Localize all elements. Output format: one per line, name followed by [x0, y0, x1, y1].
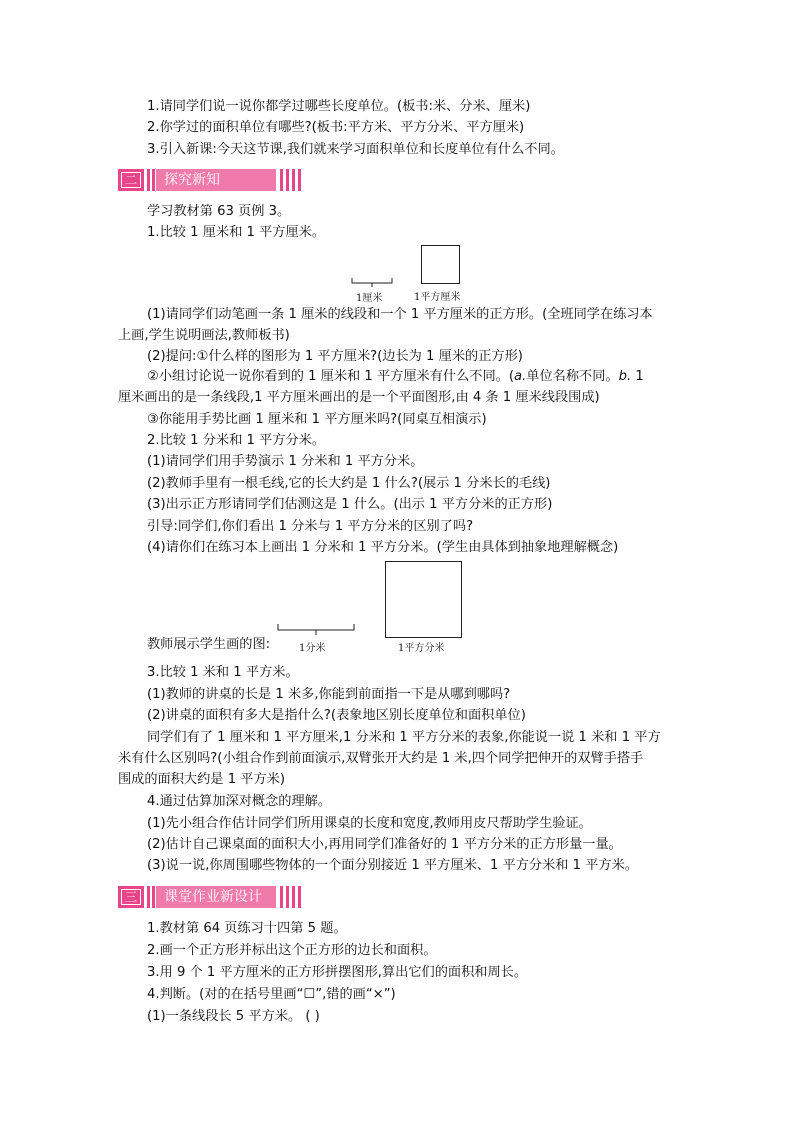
segment-label: 1分米 [299, 643, 326, 654]
text-line: 2.画一个正方形并标出这个正方形的边长和面积。 [147, 943, 437, 958]
text-line: (1)先小组合作估计同学们所用课桌的长度和宽度,教师用皮尺帮助学生验证。 [147, 816, 592, 831]
text-line: 学习教材第 63 页例 3。 [147, 204, 291, 219]
text-line: ②小组讨论说一说你看到的 1 厘米和 1 平方厘米有什么不同。(a.单位名称不同。b. 1 [147, 369, 644, 384]
text-line: 1.比较 1 厘米和 1 平方厘米。 [147, 225, 326, 240]
text-line: 3.用 9 个 1 平方厘米的正方形拼摆图形,算出它们的面积和周长。 [147, 965, 528, 980]
segment-brace [276, 622, 356, 638]
text-line: (2)讲桌的面积有多大是指什么?(表象地区别长度单位和面积单位) [147, 708, 526, 723]
square-label: 1平方厘米 [414, 292, 461, 303]
figure-caption: 教师展示学生画的图: [147, 637, 271, 652]
square-label: 1平方分米 [398, 643, 445, 654]
text-line: 1.教材第 64 页练习十四第 5 题。 [147, 921, 347, 936]
square-1cm2 [421, 245, 460, 284]
intro-line-1: 1.请同学们说一说你都学过哪些长度单位。(板书:米、分米、厘米) [147, 99, 531, 114]
text-line: 厘米画出的是一条线段,1 平方厘米画出的是一个平面图形,由 4 条 1 厘米线段围成) [118, 390, 600, 405]
text-line: 上画,学生说明画法,教师板书) [118, 328, 290, 343]
text-line: (2)教师手里有一根毛线,它的长大约是 1 什么?(展示 1 分米长的毛线) [147, 476, 551, 491]
segment-brace [350, 276, 394, 290]
text-line: 2.比较 1 分米和 1 平方分米。 [147, 433, 326, 448]
text-line: ③你能用手势比画 1 厘米和 1 平方厘米吗?(同桌互相演示) [147, 412, 487, 427]
text-line: 引导:同学们,你们看出 1 分米与 1 平方分米的区别了吗? [147, 519, 474, 534]
intro-line-3: 3.引入新课:今天这节课,我们就来学习面积单位和长度单位有什么不同。 [147, 142, 564, 157]
text-line: (4)请你们在练习本上画出 1 分米和 1 平方分米。(学生由具体到抽象地理解概念) [147, 540, 619, 555]
text-line: (1)请同学们用手势演示 1 分米和 1 平方分米。 [147, 454, 424, 469]
text-line: 同学们有了 1 厘米和 1 平方厘米,1 分米和 1 平方分米的表象,你能说一说 1 米和 1 平方 [147, 730, 661, 745]
section-number-badge: 三 [118, 886, 144, 908]
text-line: (3)说一说,你周围哪些物体的一个面分别接近 1 平方厘米、1 平方分米和 1 平方米。 [147, 858, 638, 873]
segment-label: 1厘米 [356, 293, 383, 304]
intro-line-2: 2.你学过的面积单位有哪些?(板书:平方米、平方分米、平方厘米) [147, 120, 525, 135]
section-3-banner [118, 886, 302, 908]
text-line: 4.判断。(对的在括号里画“☐”,错的画“×”) [147, 987, 396, 1002]
text-line: 3.比较 1 米和 1 平方米。 [147, 665, 299, 680]
section-title: 课堂作业新设计 [156, 886, 276, 908]
square-1dm2 [385, 561, 462, 638]
text-line: (2)提问:①什么样的图形为 1 平方厘米?(边长为 1 厘米的正方形) [147, 349, 523, 364]
text-line: (1)教师的讲桌的长是 1 米多,你能到前面指一下是从哪到哪吗? [147, 687, 511, 702]
text-line: (1)请同学们动笔画一条 1 厘米的线段和一个 1 平方厘米的正方形。(全班同学在练习本 [147, 307, 653, 322]
text-line: 围成的面积大约是 1 平方米) [118, 772, 285, 787]
section-number-badge: 二 [118, 169, 144, 191]
text-line: (1)一条线段长 5 平方米。 ( ) [147, 1009, 320, 1024]
section-title: 探究新知 [156, 169, 276, 191]
section-2-banner [118, 169, 302, 191]
text-line: 米有什么区别吗?(小组合作到前面演示,双臂张开大约是 1 米,四个同学把伸开的双臂手搭手 [118, 751, 644, 766]
text-line: (3)出示正方形请同学们估测这是 1 什么。(出示 1 平方分米的正方形) [147, 497, 553, 512]
text-line: 4.通过估算加深对概念的理解。 [147, 794, 332, 809]
text-line: (2)估计自己课桌面的面积大小,再用同学们准备好的 1 平方分米的正方形量一量。 [147, 837, 622, 852]
